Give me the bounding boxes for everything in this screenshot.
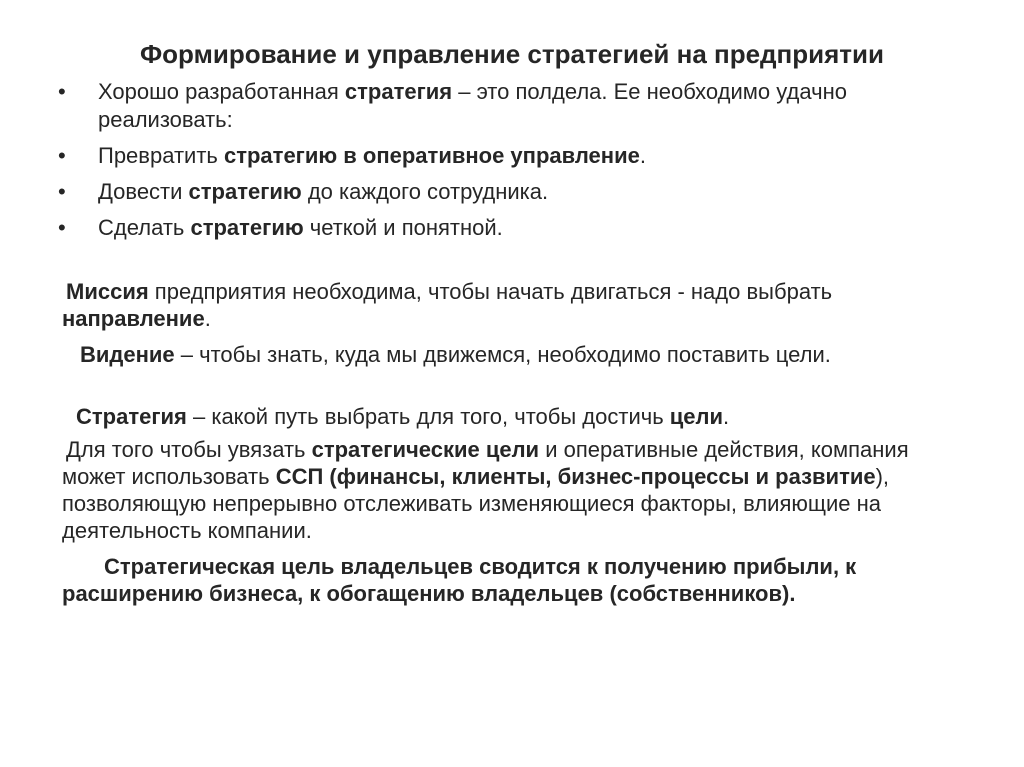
mission-text: предприятия необходима, чтобы начать двигаться - надо выбрать [148, 279, 833, 304]
bullet-item [56, 178, 956, 206]
bsc-emphasis: ССП (финансы, клиенты, бизнес-процессы и развитие [275, 464, 876, 489]
bsc-emphasis: стратегические цели [311, 437, 540, 462]
bullet-text: . [639, 143, 646, 168]
mission-emphasis: направление [62, 306, 205, 331]
bullet-text: Превратить [98, 143, 224, 168]
bsc-paragraph [62, 436, 942, 544]
bullet-text: Довести [98, 179, 189, 204]
bullet-marker: • [58, 179, 66, 204]
bullet-text: Сделать [98, 215, 191, 240]
slide-title: Формирование и управление стратегией на предприятии [139, 39, 884, 69]
mission-paragraph [62, 278, 942, 332]
bullet-emphasis: стратегию [190, 215, 304, 240]
bullet-text: – это полдела. Ее необходимо удачно реализовать: [98, 79, 847, 132]
bullet-text: четкой и понятной. [303, 215, 503, 240]
bsc-text: и оперативные действия, компания может использовать [62, 437, 909, 489]
bullet-item [56, 142, 956, 170]
owners-goal-paragraph [62, 553, 962, 607]
owners-goal-text: Стратегическая цель владельцев сводится к получению прибыли, к расширению бизнеса, к обогащению владельцев (собственников). [62, 554, 857, 606]
bullet-marker: • [58, 215, 66, 240]
bullet-text: до каждого сотрудника. [301, 179, 549, 204]
bullet-marker: • [58, 143, 66, 168]
bullet-item [56, 214, 956, 242]
bullet-text: Хорошо разработанная [98, 79, 345, 104]
bullet-list [56, 78, 956, 250]
strategy-emphasis: цели [669, 404, 724, 429]
bullet-item [56, 78, 956, 134]
mission-term: Миссия [66, 279, 149, 304]
vision-paragraph [62, 341, 942, 368]
bullet-marker: • [58, 79, 66, 104]
vision-text: – чтобы знать, куда мы движемся, необходимо поставить цели. [174, 342, 831, 367]
bullet-emphasis: стратегию [188, 179, 302, 204]
strategy-text-end: . [723, 404, 730, 429]
bullet-emphasis: стратегию в оперативное управление [223, 143, 640, 168]
bsc-text: Для того чтобы увязать [66, 437, 312, 462]
mission-text-end: . [204, 306, 211, 331]
vision-term: Видение [80, 342, 175, 367]
strategy-text: – какой путь выбрать для того, чтобы достичь [186, 404, 670, 429]
strategy-paragraph [62, 403, 942, 430]
bsc-text-end: ), позволяющую непрерывно отслеживать изменяющиеся факторы, влияющие на деятельность компании. [62, 464, 890, 543]
strategy-term: Стратегия [76, 404, 187, 429]
bullet-emphasis: стратегия [344, 79, 453, 104]
